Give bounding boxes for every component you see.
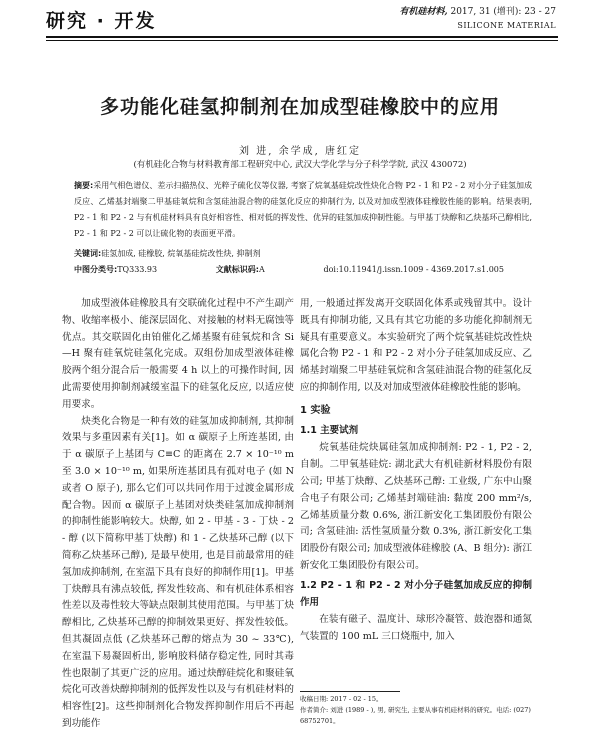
journal-name-en: SILICONE MATERIAL xyxy=(457,21,556,30)
doc-label: 文献标识码: xyxy=(215,265,259,274)
doc-value: A xyxy=(258,265,265,274)
classification-line xyxy=(74,262,504,278)
doc-code xyxy=(216,262,265,278)
author-bio: 作者简介: 刘进 (1989 - ), 男, 研究生, 主要从事有机硅材料的研究。电话: (027) 68752701。 xyxy=(300,706,531,725)
clc-label: 中图分类号: xyxy=(74,265,118,274)
volume-pages: 2017, 31 (增刊): 23 - 27 xyxy=(450,7,556,17)
body-paragraph: 用, 一般通过挥发离开交联固化体系或残留其中。设计既具有抑制功能, 又具有其它功能的多功能化抑制剂无疑具有重要意义。本实验研究了两个烷氧基硅烷改性炔属化合物 P2 - 1 和 P2 - 2 对小分子硅氢加成反应、乙烯基封端聚二甲基硅氧烷和含氢硅油混合物的硅氢化反应的抑制作用, 以及对加成型液体硅橡胶性能的影响。 xyxy=(300,298,532,393)
doi-value: 10.11941/j.issn.1009 - 4369.2017.s1.005 xyxy=(338,265,504,274)
authors: 刘 进, 余学成, 唐红定 xyxy=(239,146,361,157)
body-paragraph: 烷氧基硅烷炔属硅氢加成抑制剂: P2 - 1, P2 - 2, 自制。二甲氧基硅烷: 湖北武大有机硅新材料股份有限公司; 甲基丁炔醇、乙炔基环己醇: 工业级, 广东中山聚合电子有限公司; 乙烯基封端硅油: 黏度 200 mm²/s, 乙烯基质量分数 0.6%, 浙江新安化工集团股份有限公司; 含氢硅油: 活性氢质量分数 0.3%, 浙江新安化工集团股份有限公司; 加成型液体硅橡胶 (A、B 组分): 浙江新安化工集团股份有限公司。 xyxy=(300,442,533,571)
keywords-label: 关键词: xyxy=(74,249,102,258)
received-date: 收稿日期: 2017 - 02 - 15。 xyxy=(300,695,383,703)
doi xyxy=(323,262,504,278)
footnote xyxy=(300,694,540,727)
abstract-text: 采用气相色谱仪、差示扫描热仪、光粹子硫化仪等仪器, 考察了烷氧基硅烷改性炔化合物 P2 - 1 和 P2 - 2 对小分子硅氢加成反应、乙烯基封端聚二甲基硅氧烷和含氢硅油混合物的硅氢化反应的抑制行为, 以及对加成型液体硅橡胶性能的影响。结果表明, P2 - 1 和 P2 - 2 与有机硅材料具有良好相容性、相对低的挥发性、优异的硅氢加成抑制性能。与甲基丁炔醇和乙炔基环己醇相比, P2 - 1 和 P2 - 2 可以让硫化物的表面更平滑。 xyxy=(74,181,532,238)
doi-label: doi: xyxy=(323,265,339,274)
keywords xyxy=(74,246,532,262)
paper-title: 多功能化硅氢抑制剂在加成型硅橡胶中的应用 xyxy=(99,96,500,118)
right-column xyxy=(300,296,532,646)
body-paragraph: 在装有磁子、温度计、球形冷凝管、鼓泡器和通氮气装置的 100 mL 三口烧瓶中, 加入 xyxy=(300,614,532,643)
header-rule xyxy=(46,36,558,38)
footnote-rule xyxy=(300,691,400,692)
clc-value: TQ333.93 xyxy=(117,265,158,274)
section-label: 研究 · 开发 xyxy=(46,10,157,32)
journal-header xyxy=(399,5,556,33)
subsection-heading: 1.2 P2 - 1 和 P2 - 2 对小分子硅氢加成反应的抑制作用 xyxy=(300,579,532,608)
body-paragraph: 炔类化合物是一种有效的硅氢加成抑制剂, 其抑制效果与多重因素有关[1]。如 α 碳原子上所连基团, 由于 α 碳原子上基团与 C≡C 的距离在 2.7 × 10⁻¹⁰ m 至 3.0 × 10⁻¹⁰ m, 如果所连基团具有孤对电子 (如 N 或者 O 原子), 那么它们可以共同作用于过渡金属形成配合物。因而 α 碳原子上基团对炔类硅氢加成抑制剂的抑制性能影响较大。炔醇, 如 2 - 甲基 - 3 - 丁炔 - 2 - 醇 (以下简称甲基丁炔醇) 和 1 - 乙炔基环己醇 (以下简称乙炔基环己醇), 是最早使用, 也是目前最常用的硅氢加成抑制剂, 在室温下具有良好的抑制作用[1]。甲基丁炔醇具有沸点较低, 挥发性较高、和有机硅体系相容性差以及毒性较大等缺点限制其使用范围。与甲基丁炔醇相比, 乙炔基环己醇的抑制效果更好、挥发性较低。但其凝固点低 (乙炔基环己醇的熔点为 30 ~ 33℃), 在室温下易凝固析出, 影响胶料储存稳定性, 同时其毒性也限制了其更广泛的应用。通过炔醇硅烷化和聚硅氧烷化可改善炔醇抑制剂的低挥发性以及与有机硅材料的相容性[2]。这些抑制剂化合物发挥抑制作用后不再起到功能作 xyxy=(62,415,294,729)
body-paragraph: 加成型液体硅橡胶具有交联硫化过程中不产生副产物、收缩率极小、能深层固化、对接触的材料无腐蚀等优点。其交联固化由铂催化乙烯基聚有硅氧烷和含 Si—H 聚有硅氧烷硅氢化完成。双组份加成型液体硅橡胶两个组分混合后一般需要 4 h 以上的可操作时间, 因此需要使用抑制剂减缓室温下的硅氢化反应, 以适应使用要求。 xyxy=(62,298,294,410)
keywords-text: 硅氢加成, 硅橡胶, 烷氧基硅烷改性炔, 抑制剂 xyxy=(101,249,261,258)
abstract-label: 摘要: xyxy=(74,181,94,190)
journal-name: 有机硅材料, xyxy=(399,7,448,17)
subsection-heading: 1.1 主要试剂 xyxy=(300,424,359,436)
section-heading: 1 实验 xyxy=(300,404,331,416)
left-column xyxy=(62,296,294,733)
abstract xyxy=(74,178,532,242)
journal-citation xyxy=(399,5,556,19)
clc-code xyxy=(74,262,157,278)
affiliation: (有机硅化合物与材料教育部工程研究中心, 武汉大学化学与分子科学学院, 武汉 430072) xyxy=(133,160,467,170)
header-rule-thin xyxy=(46,40,558,41)
article-meta xyxy=(74,246,532,278)
